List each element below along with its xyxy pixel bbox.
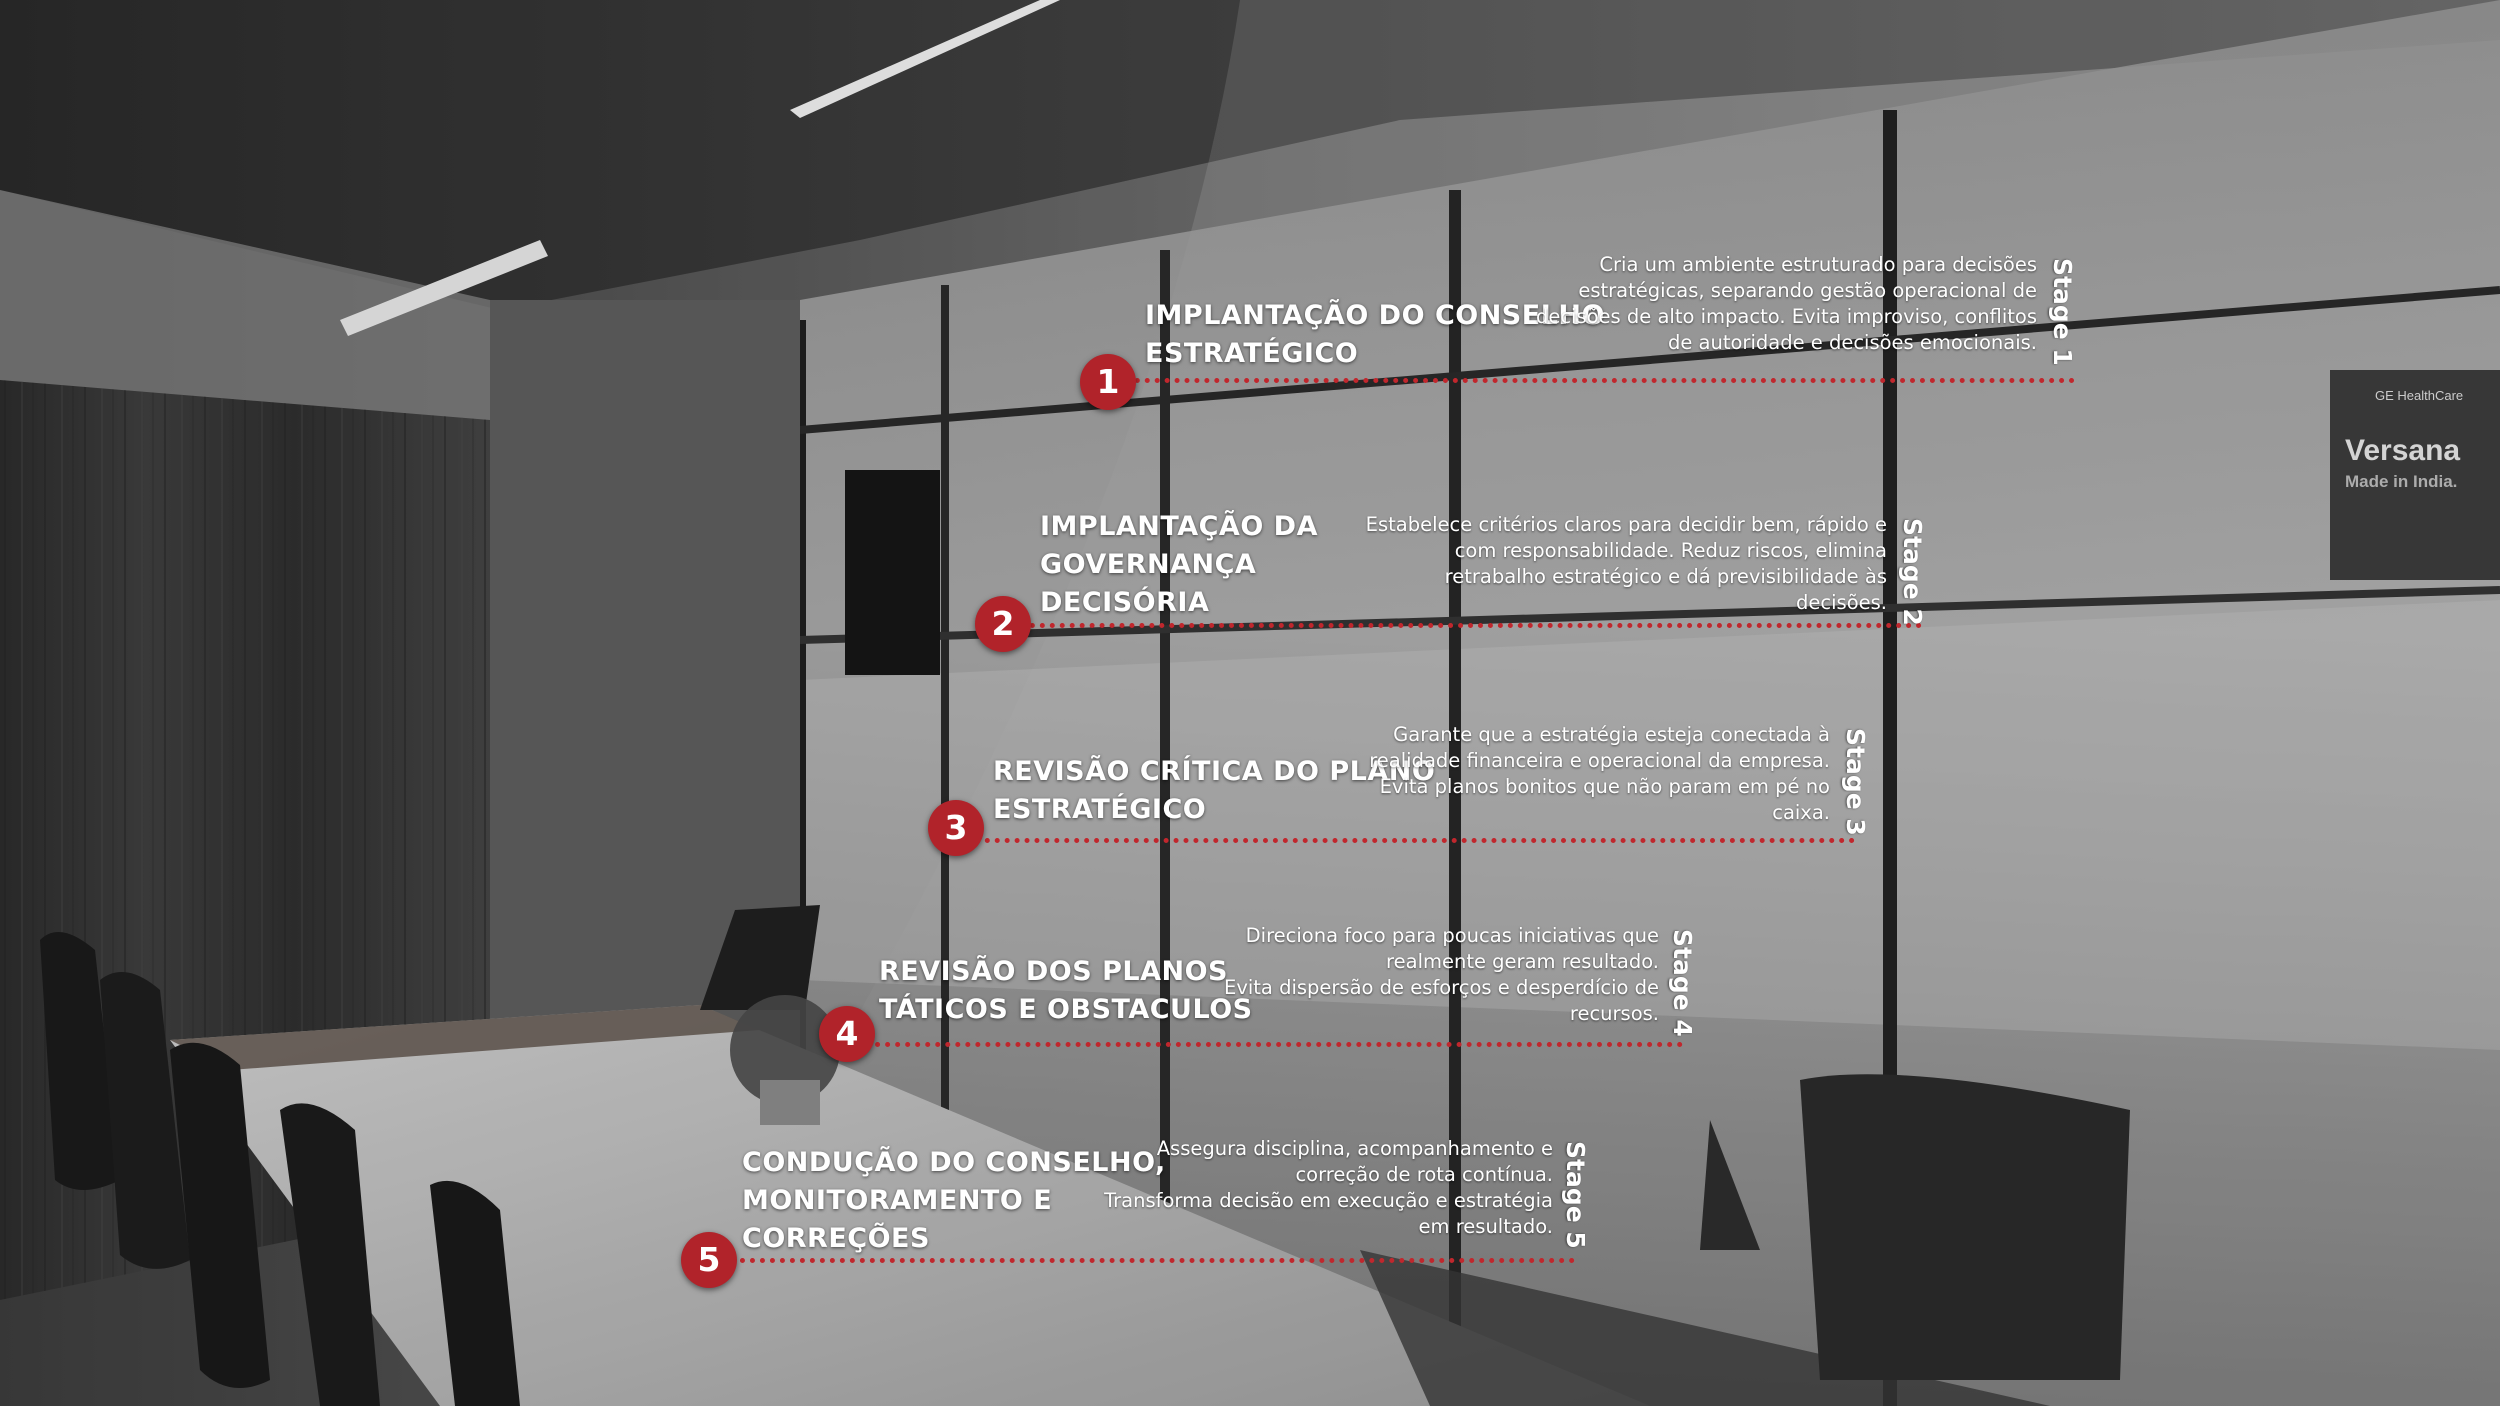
stage-1-number-badge: 1: [1080, 354, 1136, 410]
stage-5-connector-line: [710, 1258, 1575, 1263]
signage-tagline: Made in India.: [2345, 472, 2458, 491]
stage-1-description: Cria um ambiente estruturado para decisões estratégicas, separando gestão operacional de decisões de alto impacto. Evita improviso, conflitos de autoridade e decisões emocionais.: [1535, 253, 2037, 354]
stage-3-label: Stage 3: [1841, 728, 1870, 836]
stage-1-label: Stage 1: [2048, 258, 2077, 366]
stage-4-title: REVISÃO DOS PLANOS TÁTICOS E OBSTACULOS: [879, 956, 1253, 1025]
signage-brand: GE HealthCare: [2375, 388, 2464, 403]
stage-5-description: Assegura disciplina, acompanhamento e correção de rota contínua. Transforma decisão em execução e estratégia em resultado.: [1104, 1137, 1553, 1238]
stage-4-number-badge: 4: [819, 1006, 875, 1062]
stage-5-number-badge: 5: [681, 1232, 737, 1288]
stage-3-title: REVISÃO CRÍTICA DO PLANO ESTRATÉGICO: [993, 756, 1436, 825]
stage-4-label: Stage 4: [1668, 929, 1697, 1037]
stage-3-number-badge: 3: [928, 800, 984, 856]
stage-3-description: Garante que a estratégia esteja conectada à realidade financeira e operacional da empresa. Evita planos bonitos que não param em pé no caixa.: [1369, 723, 1830, 824]
stage-1-connector-line: [1105, 378, 2075, 383]
stage-2-number-badge: 2: [975, 596, 1031, 652]
stage-4-description: Direciona foco para poucas iniciativas que realmente geram resultado. Evita dispersão de esforços e desperdício de recursos.: [1224, 924, 1659, 1025]
stage-2-title: IMPLANTAÇÃO DA GOVERNANÇA DECISÓRIA: [1040, 511, 1318, 618]
stage-4-connector-line: [845, 1042, 1683, 1047]
stage-3-connector-line: [955, 838, 1855, 843]
stage-2-description: Estabelece critérios claros para decidir bem, rápido e com responsabilidade. Reduz riscos, elimina retrabalho estratégico e dá previsibilidade às decisões.: [1365, 513, 1887, 614]
stage-5-label: Stage 5: [1561, 1141, 1590, 1249]
stage-1-title: IMPLANTAÇÃO DO CONSELHO ESTRATÉGICO: [1145, 300, 1605, 369]
stage-2-label: Stage 2: [1898, 518, 1927, 626]
stage-2-connector-line: [1000, 623, 1922, 628]
signage-product: Versana: [2345, 434, 2461, 467]
stage-5-title: CONDUÇÃO DO CONSELHO, MONITORAMENTO E CORREÇÕES: [742, 1147, 1166, 1254]
